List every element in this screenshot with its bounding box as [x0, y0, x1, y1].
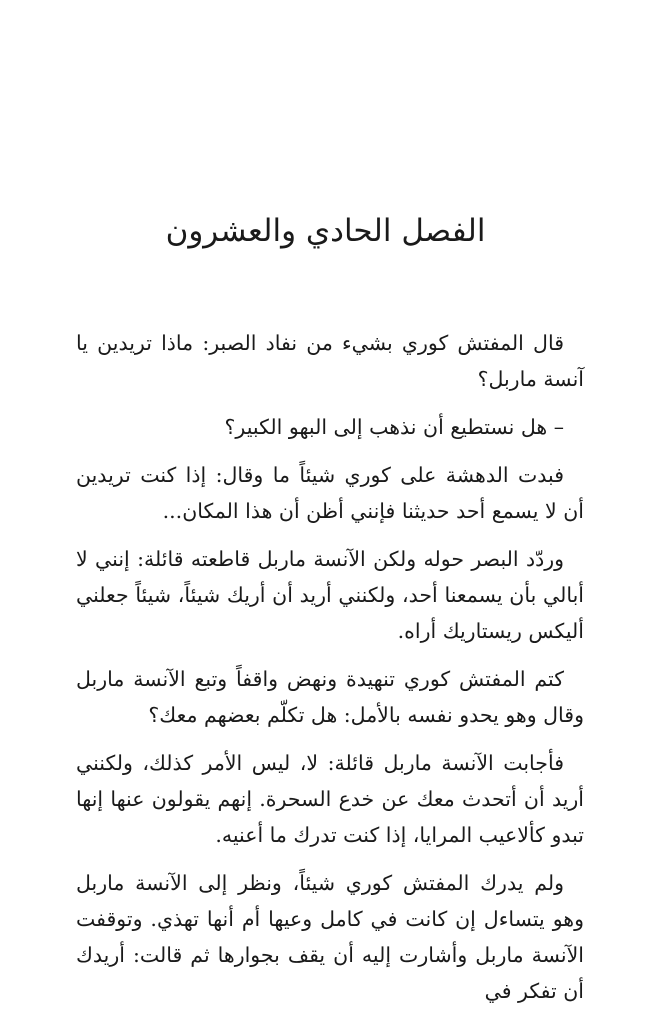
paragraph: وردّد البصر حوله ولكن الآنسة ماربل قاطعته قائلة: إنني لا أبالي بأن يسمعنا أحد، ولكنني أريد أن أريك شيئاً، شيئاً جعلني أليكس ريستاريك أراه.: [76, 547, 584, 643]
chapter-title: الفصل الحادي والعشرون: [165, 213, 486, 249]
paragraph: – هل نستطيع أن نذهب إلى البهو الكبير؟: [224, 415, 564, 439]
paragraph: فأجابت الآنسة ماربل قائلة: لا، ليس الأمر كذلك، ولكنني أريد أن أتحدث معك عن خدع السحرة. إنهم يقولون عنها إنها تبدو كألاعيب المرايا، إذا كنت تدرك ما أعنيه.: [76, 751, 584, 847]
chapter-body: [76, 325, 584, 1021]
paragraph: قال المفتش كوري بشيء من نفاد الصبر: ماذا تريدين يا آنسة ماربل؟: [76, 331, 584, 391]
paragraph: كتم المفتش كوري تنهيدة ونهض واقفاً وتبع الآنسة ماربل وقال وهو يحدو نفسه بالأمل: هل تكلّم بعضهم معك؟: [76, 667, 584, 727]
paragraph: فبدت الدهشة على كوري شيئاً ما وقال: إذا كنت تريدين أن لا يسمع أحد حديثنا فإنني أظن أن هذا المكان...: [76, 463, 584, 523]
paragraph: ولم يدرك المفتش كوري شيئاً، ونظر إلى الآنسة ماربل وهو يتساءل إن كانت في كامل وعيها أم أنها تهذي. وتوقفت الآنسة ماربل وأشارت إليه أن يقف بجوارها ثم قالت: أريدك أن تفكر في: [76, 871, 584, 1003]
